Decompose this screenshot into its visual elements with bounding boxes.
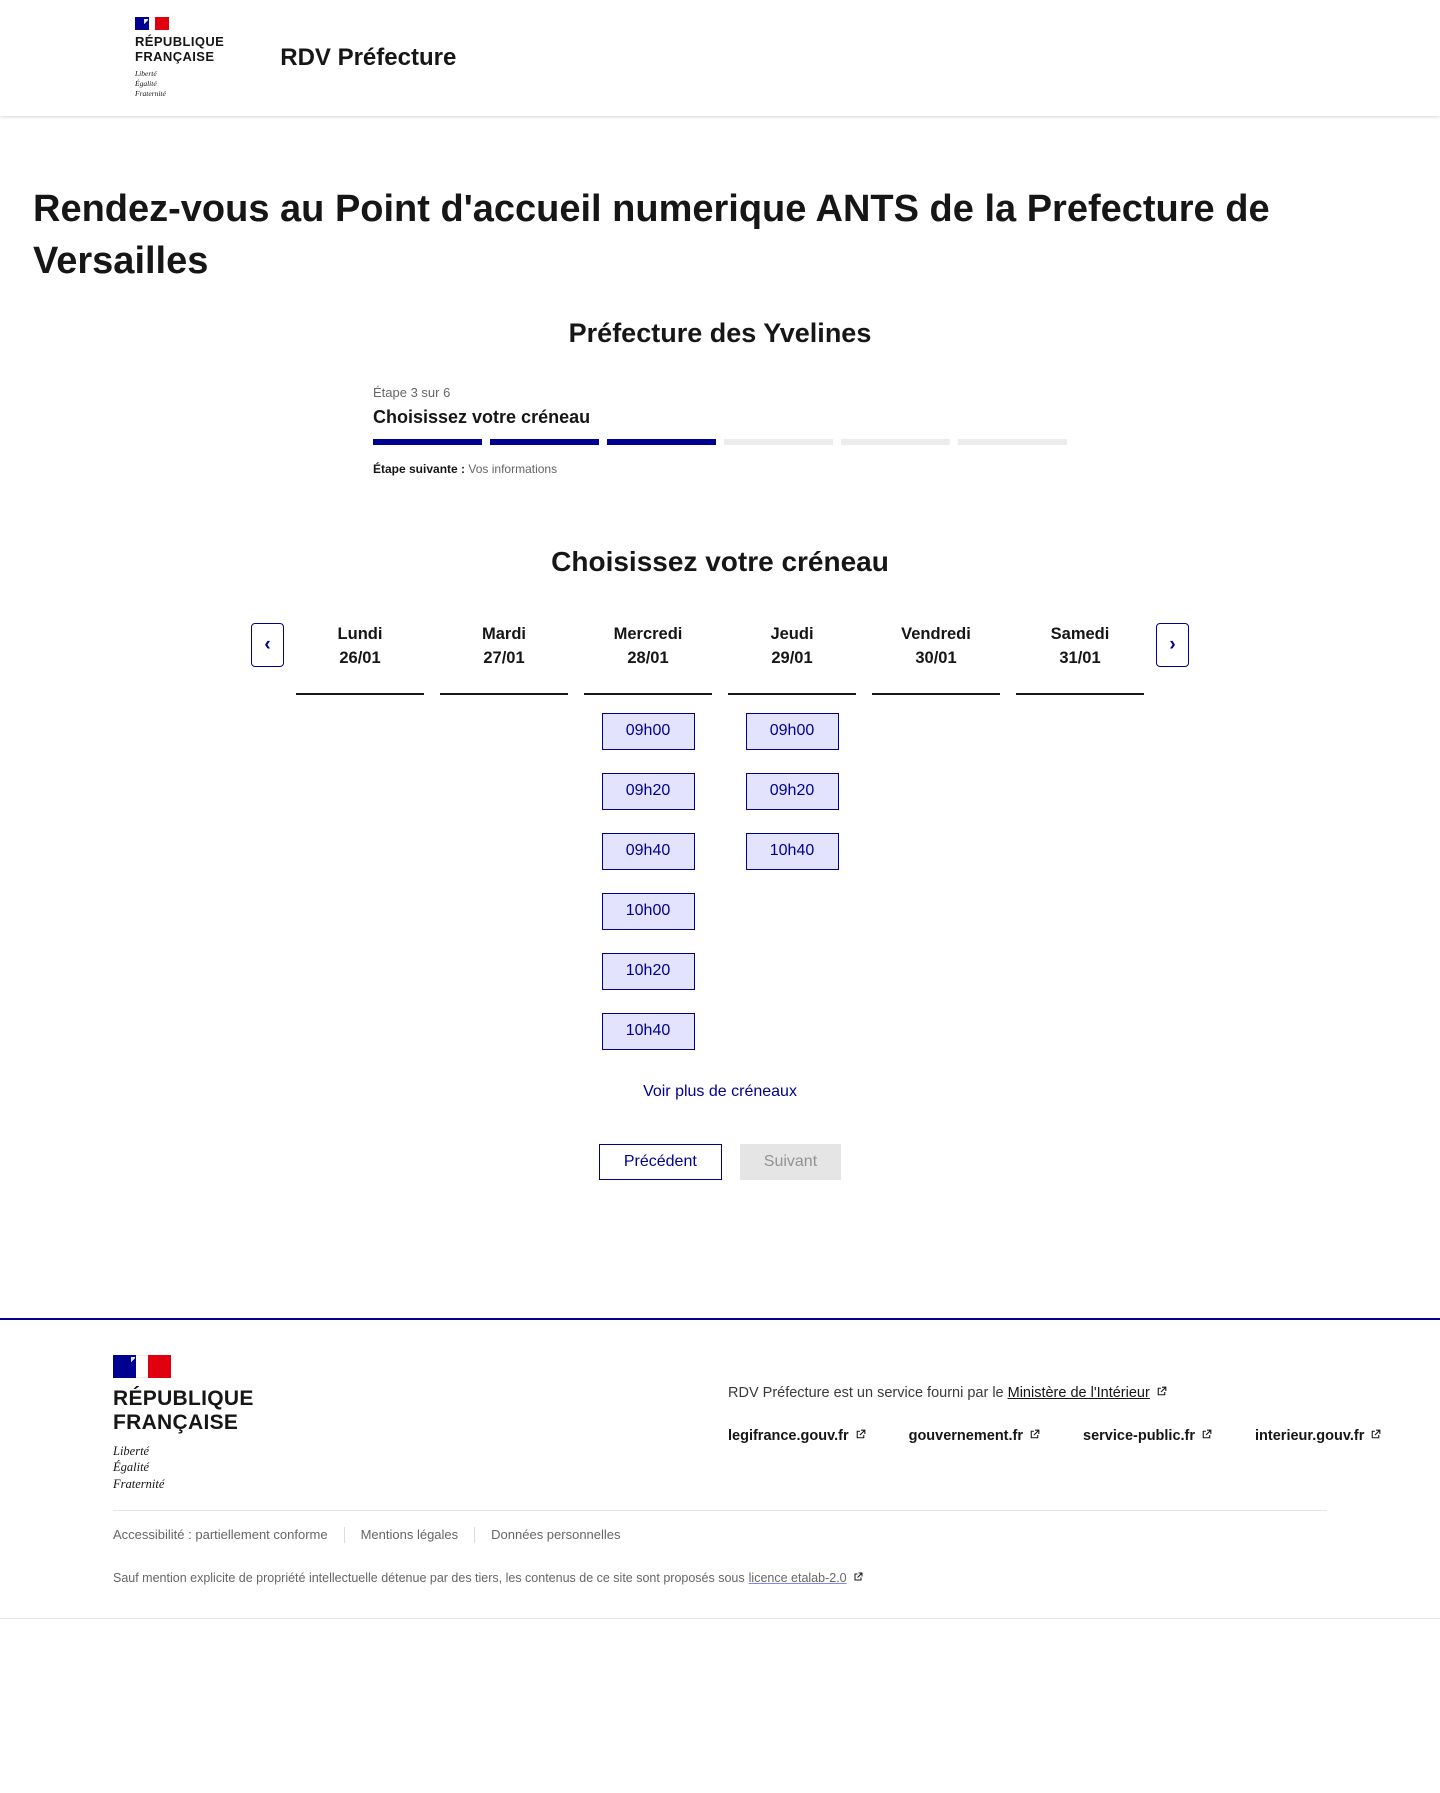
license-note: Sauf mention explicite de propriété intellectuelle détenue par des tiers, les contenus de ce site sont proposés sous licence etalab-2.0 [0, 1543, 1440, 1588]
separator [474, 1527, 475, 1543]
external-link-icon [1028, 1428, 1041, 1441]
progress-segment [490, 439, 599, 445]
time-slot-button[interactable]: 09h00 [602, 713, 695, 750]
wizard-nav-buttons [0, 1144, 1440, 1180]
donnees-personnelles-link[interactable]: Données personnelles [491, 1527, 621, 1543]
day-header: Samedi 31/01 [1050, 624, 1110, 667]
day-column-jeudi [720, 623, 864, 870]
next-step-button[interactable]: Suivant [740, 1144, 841, 1180]
day-column-lundi [288, 623, 432, 713]
external-link-icon [852, 1571, 864, 1583]
legifrance-link[interactable]: legifrance.gouv.fr [728, 1428, 867, 1444]
external-link-icon [854, 1428, 867, 1441]
next-week-button[interactable] [1156, 623, 1189, 667]
day-column-mardi [432, 623, 576, 713]
french-flag-icon [135, 17, 169, 30]
progress-segment [373, 439, 482, 445]
day-column-mercredi [576, 623, 720, 1050]
logo-wordmark: RÉPUBLIQUE FRANÇAISE [113, 1386, 254, 1434]
logo-motto: Liberté Égalité Fraternité [113, 1444, 165, 1491]
logo-wordmark: RÉPUBLIQUE FRANÇAISE [135, 34, 225, 65]
day-underline [440, 693, 568, 695]
accessibilite-link[interactable]: Accessibilité : partiellement conforme [113, 1527, 328, 1543]
previous-step-button[interactable]: Précédent [599, 1144, 722, 1180]
chevron-left-icon: ‹ [264, 634, 271, 656]
french-flag-icon [113, 1355, 171, 1378]
time-slot-button[interactable]: 10h20 [602, 953, 695, 990]
republique-francaise-logo [135, 17, 224, 98]
gouvernement-link[interactable]: gouvernement.fr [909, 1428, 1041, 1444]
time-slot-button[interactable]: 10h40 [602, 1013, 695, 1050]
prefecture-subtitle: Préfecture des Yvelines [568, 317, 872, 348]
footer-service-note: RDV Préfecture est un service fourni par le Ministère de l'Intérieur [728, 1383, 1340, 1405]
progress-segment [958, 439, 1067, 445]
step-title: Choisissez votre créneau [373, 406, 591, 427]
chevron-right-icon: › [1169, 634, 1176, 656]
day-underline [584, 693, 712, 695]
service-title: RDV Préfecture [280, 44, 457, 71]
day-header: Mercredi 28/01 [613, 624, 683, 667]
day-underline [872, 693, 1000, 695]
progress-segment [607, 439, 716, 445]
footer-end-line [0, 1618, 1440, 1619]
site-header [0, 0, 1440, 116]
day-header: Mardi 27/01 [481, 624, 526, 667]
see-more-slots-link[interactable]: Voir plus de créneaux [643, 1082, 797, 1100]
footer-republique-francaise-logo [113, 1355, 254, 1492]
site-footer [0, 1318, 1440, 1619]
day-underline [296, 693, 424, 695]
page-title: Rendez-vous au Point d'accueil numerique ANTS de la Prefecture de Versailles [33, 188, 1270, 283]
logo-motto: Liberté Égalité Fraternité [135, 69, 166, 98]
time-slot-button[interactable]: 09h20 [602, 773, 695, 810]
external-link-icon [1155, 1385, 1168, 1398]
interieur-gouv-link[interactable]: interieur.gouv.fr [1255, 1428, 1382, 1444]
time-slot-button[interactable]: 10h40 [746, 833, 839, 870]
main-content [0, 183, 1440, 1318]
progress-bar [373, 439, 1067, 445]
external-link-icon [1369, 1428, 1382, 1441]
licence-etalab-link[interactable]: licence etalab-2.0 [749, 1571, 864, 1585]
separator [344, 1527, 345, 1543]
service-public-link[interactable]: service-public.fr [1083, 1428, 1213, 1444]
day-column-vendredi [864, 623, 1008, 713]
header-brand[interactable] [135, 17, 456, 98]
stepper [373, 385, 1067, 476]
mentions-legales-link[interactable]: Mentions légales [360, 1527, 459, 1543]
slot-calendar [0, 623, 1440, 1050]
day-header: Jeudi 29/01 [770, 624, 814, 667]
day-header: Lundi 26/01 [337, 624, 383, 667]
ministere-interieur-link[interactable]: Ministère de l'Intérieur [1008, 1385, 1168, 1401]
time-slot-button[interactable]: 09h40 [602, 833, 695, 870]
footer-partner-links [728, 1428, 1365, 1445]
day-underline [728, 693, 856, 695]
progress-segment [724, 439, 833, 445]
day-header: Vendredi 30/01 [901, 624, 971, 667]
day-column-samedi [1008, 623, 1152, 713]
step-counter: Étape 3 sur 6 [373, 384, 451, 400]
day-underline [1016, 693, 1144, 695]
progress-segment [841, 439, 950, 445]
slot-section-heading: Choisissez votre créneau [551, 545, 889, 577]
time-slot-button[interactable]: 09h00 [746, 713, 839, 750]
footer-bottom-links [0, 1511, 1440, 1543]
next-step-hint: Étape suivante : Vos informations [373, 461, 558, 476]
time-slot-button[interactable]: 10h00 [602, 893, 695, 930]
time-slot-button[interactable]: 09h20 [746, 773, 839, 810]
previous-week-button[interactable] [251, 623, 284, 667]
external-link-icon [1200, 1428, 1213, 1441]
